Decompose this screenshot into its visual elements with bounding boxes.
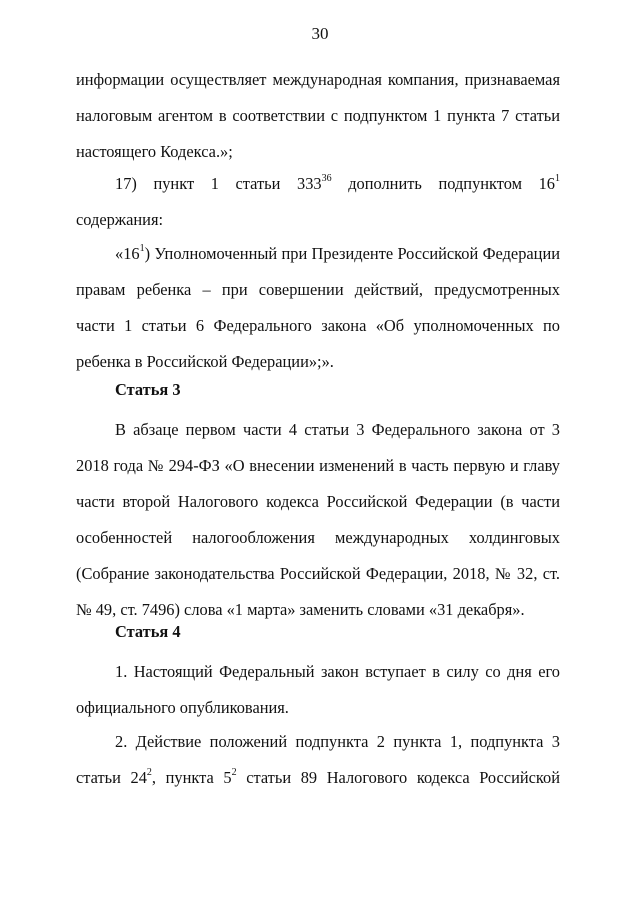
article-4-item-1 bbox=[76, 654, 560, 726]
text-fragment: статьи 24 bbox=[76, 768, 147, 787]
text-fragment: дополнить подпунктом 16 bbox=[331, 174, 555, 193]
superscript: 2 bbox=[146, 766, 152, 778]
article-3-heading: Статья 3 bbox=[115, 380, 181, 399]
text-line: 2018 года № 294-ФЗ «О внесении изменений в часть первую и главу bbox=[76, 456, 560, 475]
text-line bbox=[76, 166, 560, 202]
text-line: В абзаце первом части 4 статьи 3 Федерального закона от 3 bbox=[115, 420, 560, 439]
text-line: части 1 статьи 6 Федерального закона «Об уполномоченных по bbox=[76, 316, 560, 335]
text-line bbox=[76, 236, 560, 272]
text-line: налоговым агентом в соответствии с подпунктом 1 пункта 7 статьи bbox=[76, 106, 560, 125]
text-fragment: «16 bbox=[115, 244, 140, 263]
article-4-heading: Статья 4 bbox=[115, 622, 181, 641]
text-line: официального опубликования. bbox=[76, 698, 289, 717]
text-line: части второй Налогового кодекса Российской Федерации (в части bbox=[76, 492, 560, 511]
text-line bbox=[76, 760, 560, 796]
text-fragment: ) Уполномоченный при Президенте Российской Федерации bbox=[144, 244, 560, 263]
text-line: (Собрание законодательства Российской Федерации, 2018, № 32, ст. bbox=[76, 564, 560, 583]
page-number: 30 bbox=[311, 24, 329, 43]
paragraph-item-17 bbox=[76, 166, 560, 238]
text-line: содержания: bbox=[76, 210, 164, 229]
text-line: ребенка в Российской Федерации»;». bbox=[76, 352, 334, 371]
text-line: 2. Действие положений подпункта 2 пункта 1, подпункта 3 bbox=[115, 732, 560, 751]
article-4-item-2 bbox=[76, 724, 560, 796]
paragraph-subitem-16-1 bbox=[76, 236, 560, 380]
superscript: 1 bbox=[139, 242, 145, 254]
text-fragment: статьи 89 Налогового кодекса Российской bbox=[246, 768, 560, 787]
text-line: информации осуществляет международная компания, признаваемая bbox=[76, 70, 560, 89]
text-line: особенностей налогообложения международных холдинговых bbox=[76, 528, 560, 547]
paragraph-continuation bbox=[76, 62, 560, 170]
text-line: настоящего Кодекса.»; bbox=[76, 142, 233, 161]
text-fragment: 17) пункт 1 статьи 333 bbox=[115, 174, 322, 193]
superscript: 36 bbox=[321, 172, 332, 184]
text-line: 1. Настоящий Федеральный закон вступает в силу со дня его bbox=[115, 662, 560, 681]
superscript: 1 bbox=[555, 172, 560, 184]
superscript: 2 bbox=[231, 766, 237, 778]
article-3-body bbox=[76, 412, 560, 628]
text-line: правам ребенка – при совершении действий, предусмотренных bbox=[76, 280, 560, 299]
text-fragment: , пункта 5 bbox=[151, 768, 232, 787]
text-line: № 49, ст. 7496) слова «1 марта» заменить словами «31 декабря». bbox=[76, 600, 525, 619]
